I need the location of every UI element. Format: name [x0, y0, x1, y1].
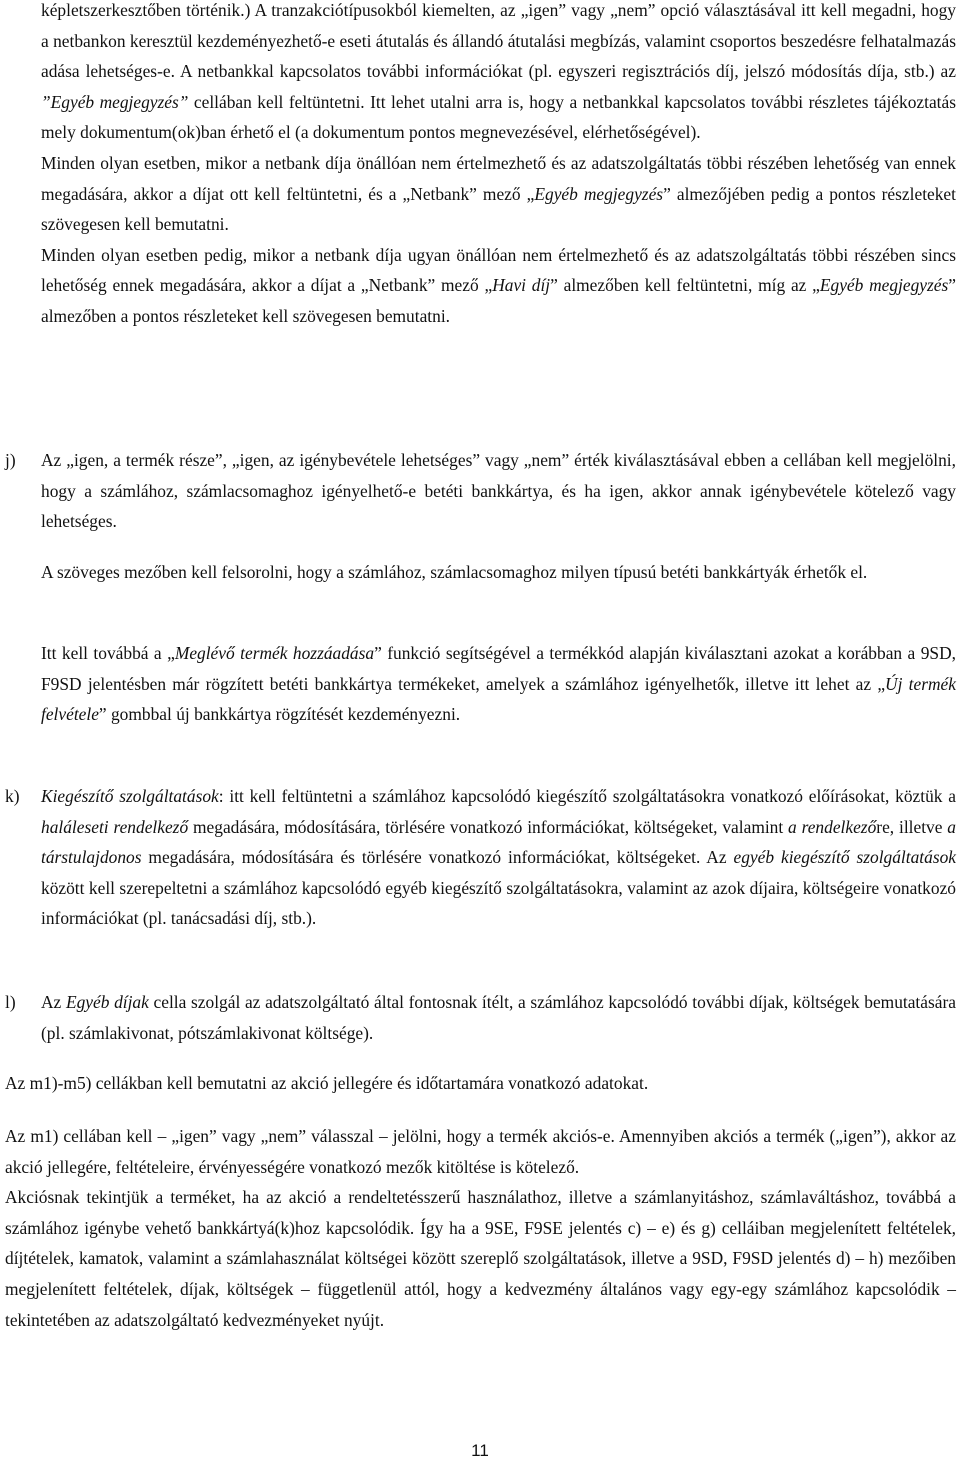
item-letter-k: k): [5, 786, 20, 806]
netbank-section: [0, 0, 960, 332]
item-letter-l: l): [5, 992, 16, 1012]
item-j-block-3: [0, 638, 960, 730]
action-paragraph-1: Az m1)-m5) cellákban kell bemutatni az akció jellegére és időtartamára vonatkozó adatokat.: [5, 1073, 649, 1093]
item-j-paragraph-2: A szöveges mezőben kell felsorolni, hogy a számlához, számlacsomaghoz milyen típusú betéti bankkártyák érhetők el.: [41, 562, 868, 582]
page-number: 11: [471, 1441, 489, 1460]
action-paragraph-2: Az m1) cellában kell – „igen” vagy „nem” válasszal – jelölni, hogy a termék akciós-e. Amennyiben akciós a termék („igen”), akkor az akció jellegére, feltételeire, érvényességére vonatkozó mezők kitöltése is kötelező.: [5, 1126, 956, 1177]
item-j-block-2: [0, 557, 960, 588]
item-j-paragraph-1: Az „igen, a termék része”, „igen, az igénybevétele lehetséges” vagy „nem” érték kiválasztásával ebben a cellában kell megjelölni, hogy a számlához, számlacsomaghoz igényelhető-e betéti bankkártya, és ha igen, akkor annak igénybevétele kötelező vagy lehetséges.: [41, 450, 956, 532]
action-section-intro: [0, 1068, 960, 1099]
item-l-paragraph: Az Egyéb díjak cella szolgál az adatszolgáltató által fontosnak ítélt, a számlához kapcsolódó további díjak, költségek bemutatására (pl. számlakivonat, pótszámlakivonat költsége).: [41, 992, 956, 1043]
item-j: [0, 445, 960, 537]
item-k: [0, 781, 960, 934]
netbank-paragraph-3: Minden olyan esetben pedig, mikor a netbank díja ugyan önállóan nem értelmezhető és az adatszolgáltatás többi részében sincs lehetőség ennek megadására, akkor a díjat a „Netbank” mező „Havi díj” almezőben kell feltüntetni, míg az „Egyéb megjegyzés” almezőben a pontos részleteket kell szövegesen bemutatni.: [41, 244, 957, 326]
item-l: [0, 987, 960, 1048]
netbank-paragraph-1: képletszerkesztőben történik.) A tranzakciótípusokból kiemelten, az „igen” vagy „nem” opció választásával itt kell megadni, hogy a netbankon keresztül kezdeményezhető-e eseti átutalás és állandó átutalási megbízás, valamint csoportos beszedésre felhatalmazás adása lehetséges-e. A netbankkal kapcsolatos további információkat (pl. egyszeri regisztrációs díj, jelszó módosítás díja, stb.) az ”Egyéb megjegyzés” cellában kell feltüntetni. Itt lehet utalni arra is, hogy a netbankkal kapcsolatos további részletes tájékoztatás mely dokumentum(ok)ban érhető el (a dokumentum pontos megnevezésével, elérhetőségével).: [41, 0, 956, 143]
action-paragraph-3: Akciósnak tekintjük a terméket, ha az akció a rendeltetésszerű használathoz, illetve a számlanyitáshoz, számlaváltáshoz, továbbá a számlához igénybe vehető bankkártyá(k)hoz kapcsolódik. Így ha a 9SE, F9SE jelentés c) – e) és g) celláiban megjelenített feltételek, díjtételek, kamatok, valamint a számlahasználat költségei között szereplő szolgáltatások, illetve a 9SD, F9SD jelentés d) – h) mezőiben megjelenített feltételek, díjak, költségek – függetlenül attól, hogy a kedvezmény általános vagy egy-egy számlához kapcsolódik – tekintetében az adatszolgáltató kedvezményeket nyújt.: [5, 1187, 956, 1330]
item-j-paragraph-3: Itt kell továbbá a „Meglévő termék hozzáadása” funkció segítségével a termékkód alapján kiválasztani azokat a korábban a 9SD, F9SD jelentésben már rögzített betéti bankkártya termékeket, amelyek a számlához igényelhetők, illetve itt lehet az „Új termék felvétele” gombbal új bankkártya rögzítését kezdeményezni.: [41, 643, 956, 725]
action-section: [0, 1121, 960, 1335]
item-letter-j: j): [5, 450, 16, 470]
netbank-paragraph-2: Minden olyan esetben, mikor a netbank díja önállóan nem értelmezhető és az adatszolgáltatás többi részében lehetőség van ennek megadására, akkor a díjat ott kell feltüntetni, és a „Netbank” mező „Egyéb megjegyzés” almezőjében pedig a pontos részleteket szövegesen kell bemutatni.: [41, 152, 956, 235]
item-k-paragraph: Kiegészítő szolgáltatások: itt kell feltüntetni a számlához kapcsolódó kiegészítő szolgáltatásokra vonatkozó előírásokat, köztük a haláleseti rendelkező megadására, módosítására, törlésére vonatkozó információkat, költségeket, valamint a rendelkezőre, illetve a társtulajdonos megadására, módosítására és törlésére vonatkozó információkat, költségeket. Az egyéb kiegészítő szolgáltatások között kell szerepeltetni a számlához kapcsolódó egyéb kiegészítő szolgáltatásokra, valamint az azok díjaira, költségeire vonatkozó információkat (pl. tanácsadási díj, stb.).: [41, 786, 957, 929]
